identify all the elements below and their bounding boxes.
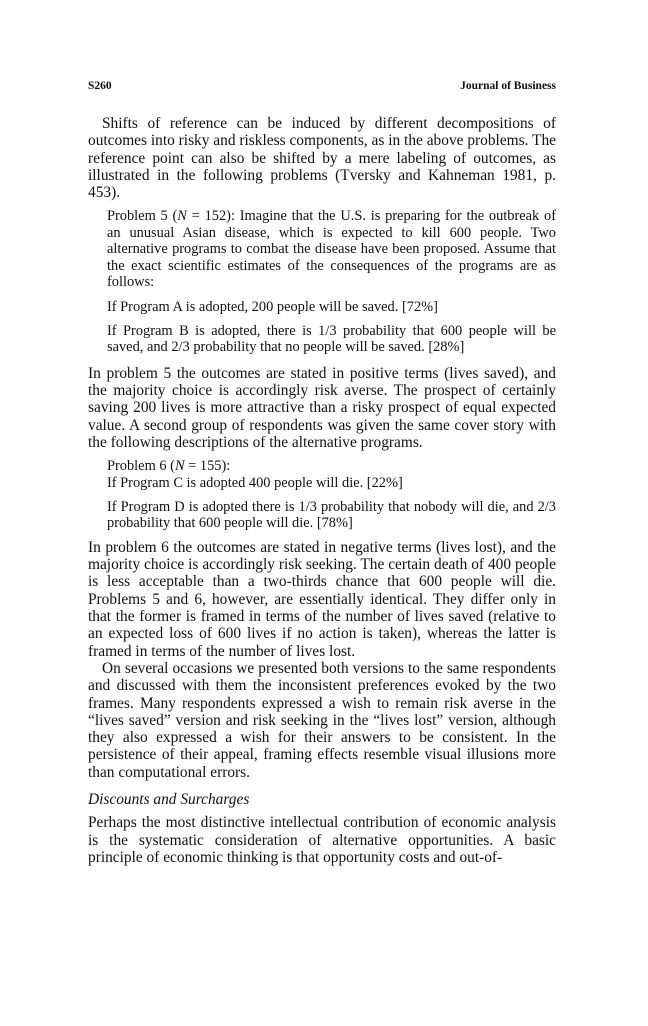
paragraph-problem-5-discussion: In problem 5 the outcomes are stated in positive terms (lives saved), and the majority choice is accordingly risk averse. The prospect of certainly saving 200 lives is more attractive than a risky prospect of equal expected value. A second group of respondents was given the same cover story with the following descriptions of the alternative programs. [88,364,556,451]
program-d-option: If Program D is adopted there is 1/3 probability that nobody will die, and 2/3 probability that 600 people will die. [78%] [107,499,556,532]
paragraph-opportunity-costs: Perhaps the most distinctive intellectual contribution of economic analysis is the systematic consideration of alternative opportunities. A basic principle of economic thinking is that opportunity costs and out-of- [88,814,556,866]
program-a-option: If Program A is adopted, 200 people will be saved. [72%] [107,298,438,315]
running-header [88,80,556,96]
paragraph-problem-6-discussion: In problem 6 the outcomes are stated in negative terms (lives lost), and the majority choice is accordingly risk seeking. The certain death of 400 people is less acceptable than a two-thirds chance that 600 people will die. Problems 5 and 6, however, are essentially identical. They differ only in that the former is framed in terms of the number of lives saved (relative to an expected loss of 600 lives if no action is taken), whereas the latter is framed in terms of the number of lives lost. [88,538,556,660]
page-body [88,115,556,866]
problem-5-n-symbol: N [177,208,187,225]
paragraph-framing-effects: On several occasions we presented both versions to the same respondents and discussed with them the inconsistent preferences evoked by the two frames. Many respondents expressed a wish to remain risk averse in the “lives saved” version and risk seeking in the “lives lost” version, although they also expressed a wish for their answers to be consistent. In the persistence of their appeal, framing effects resemble visual illusions more than computational errors. [88,659,556,781]
paragraph-intro: Shifts of reference can be induced by different decompositions of outcomes into risky and riskless components, as in the above problems. The reference point can also be shifted by a mere labeling of outcomes, as illustrated in the following problems (Tversky and Kahneman 1981, p. 453). [88,115,556,202]
problem-5-text: = 152): Imagine that the U.S. is preparing for the outbreak of an unusual Asian disease, which is expected to kill 600 people. Two alternative programs to combat the disease have been proposed. Assume that the exact scientific estimates of the consequences of the programs are as follows: [107,208,556,291]
problem-5-statement [107,208,556,290]
problem-5-label: Problem 5 ( [107,208,178,225]
program-b-option: If Program B is adopted, there is 1/3 probability that 600 people will be saved, and 2/3 probability that no people will be saved. [28%] [107,322,556,356]
problem-6-statement [107,458,556,474]
section-heading: Discounts and Surcharges [88,791,250,808]
program-c-option: If Program C is adopted 400 people will die. [22%] [107,474,403,491]
page-number: S260 [88,80,112,92]
problem-6-n-symbol: N [174,458,185,475]
journal-title: Journal of Business [460,80,556,92]
problem-6-text: = 155): [184,458,231,475]
problem-6-label: Problem 6 ( [107,458,175,475]
